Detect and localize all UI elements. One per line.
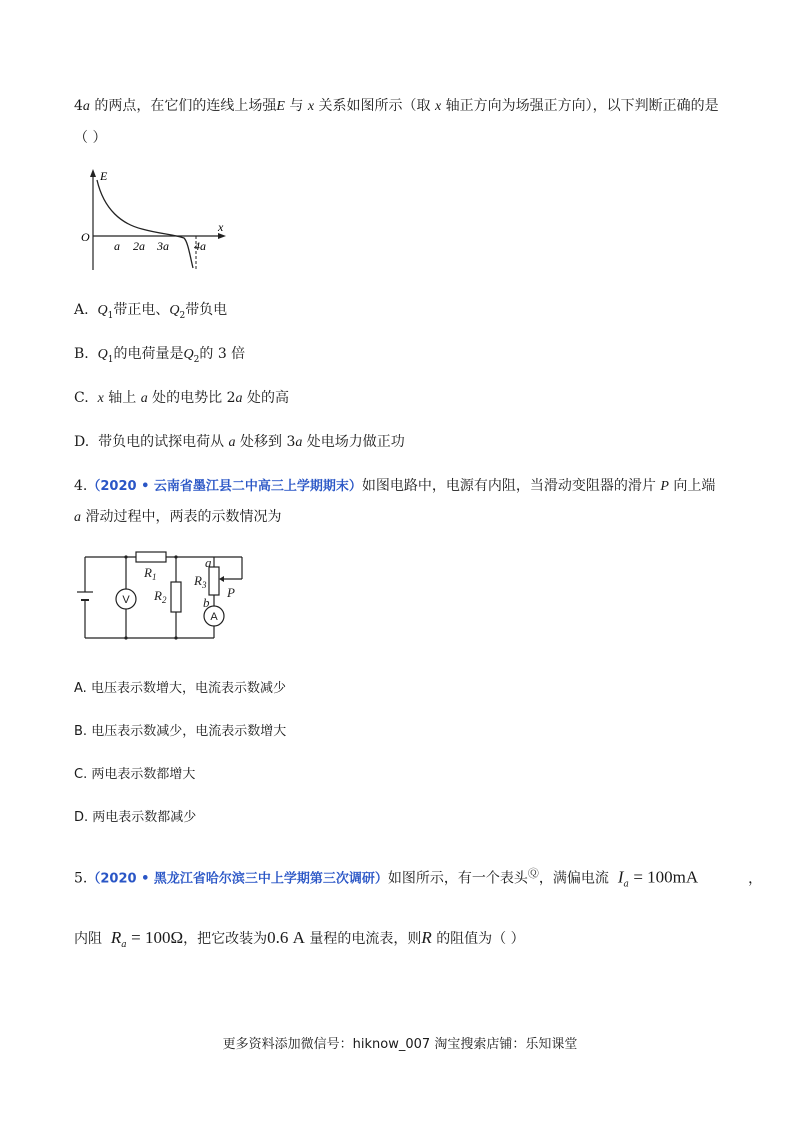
label-b: b — [203, 595, 210, 610]
tick-4a: 4a — [194, 239, 206, 253]
q5-stem-line2: 内阻 $R_a = 100\Omega$，把它改装为0.6 A 量程的电流表，则R 的阻值为（ ） — [74, 928, 525, 950]
q5-number: 5. — [74, 870, 88, 887]
label-r3: $R_3$ — [194, 573, 207, 590]
ammeter-label: A — [210, 611, 218, 623]
q3-option-c[interactable]: C. x 轴上 a 处的电势比 2a 处的高 — [74, 390, 289, 406]
label-r1: $R_1$ — [144, 565, 157, 582]
e-curve — [97, 180, 193, 268]
tick-a: a — [114, 239, 120, 253]
graph-xlabel: x — [218, 220, 224, 234]
page-footer: 更多资料添加微信号：hiknow_007 淘宝搜索店铺：乐知课堂 — [222, 1037, 578, 1052]
q4-option-d[interactable]: D. 两电表示数都减少 — [74, 810, 197, 825]
q4-number: 4. — [74, 478, 88, 494]
label-a: a — [205, 555, 212, 570]
q4-option-b[interactable]: B. 电压表示数减少，电流表示数增大 — [74, 724, 287, 739]
circuit-diagram — [72, 550, 252, 642]
q4-option-a[interactable]: A. 电压表示数增大，电流表示数减少 — [74, 681, 286, 696]
q4-option-c[interactable]: C. 两电表示数都增大 — [74, 767, 196, 782]
e-x-graph — [80, 166, 230, 276]
label-r2: $R_2$ — [154, 588, 167, 605]
q4-source: （2020 • 云南省墨江县二中高三上学期期末） — [87, 479, 362, 494]
resistor-r2 — [171, 582, 181, 612]
resistor-r3 — [209, 567, 219, 595]
graph-ylabel: E — [100, 169, 108, 183]
galvanometer-icon: Ⓠ — [527, 867, 539, 880]
q3-answer-bracket: （ ） — [74, 130, 107, 146]
q3-option-a[interactable]: A. $Q_1$带正电、$Q_2$带负电 — [74, 302, 228, 321]
q3-option-b[interactable]: B. $Q_1$的电荷量是$Q_2$的 3 倍 — [74, 346, 246, 365]
y-axis-arrow — [90, 169, 96, 177]
q3-stem-line1: 4a 的两点，在它们的连线上场强E 与 x 关系如图所示（取 x 轴正方向为场强正方向），以下判断正确的是 — [74, 98, 719, 114]
tick-3a: 3a — [157, 239, 169, 253]
label-p: P — [227, 585, 235, 600]
resistor-r1 — [136, 552, 166, 562]
q4-stem-line1: 4.（2020 • 云南省墨江县二中高三上学期期末）如图电路中，电源有内阻，当滑动变阻器的滑片 P 向上端 — [74, 478, 716, 494]
graph-origin: O — [81, 230, 90, 244]
tick-2a: 2a — [133, 239, 145, 253]
q5-stem-line1: 5.（2020 • 黑龙江省哈尔滨三中上学期第三次调研）如图所示，有一个表头Ⓠ，满偏电流 $I_a = 100mA$ ， — [74, 867, 763, 890]
q3-option-d[interactable]: D. 带负电的试探电荷从 a 处移到 3a 处电场力做正功 — [74, 434, 405, 450]
q5-source: （2020 • 黑龙江省哈尔滨三中上学期第三次调研） — [87, 871, 388, 887]
voltmeter-label: V — [122, 594, 130, 606]
slider-arrow — [219, 576, 224, 582]
q4-stem-line2: a 滑动过程中，两表的示数情况为 — [74, 509, 282, 525]
